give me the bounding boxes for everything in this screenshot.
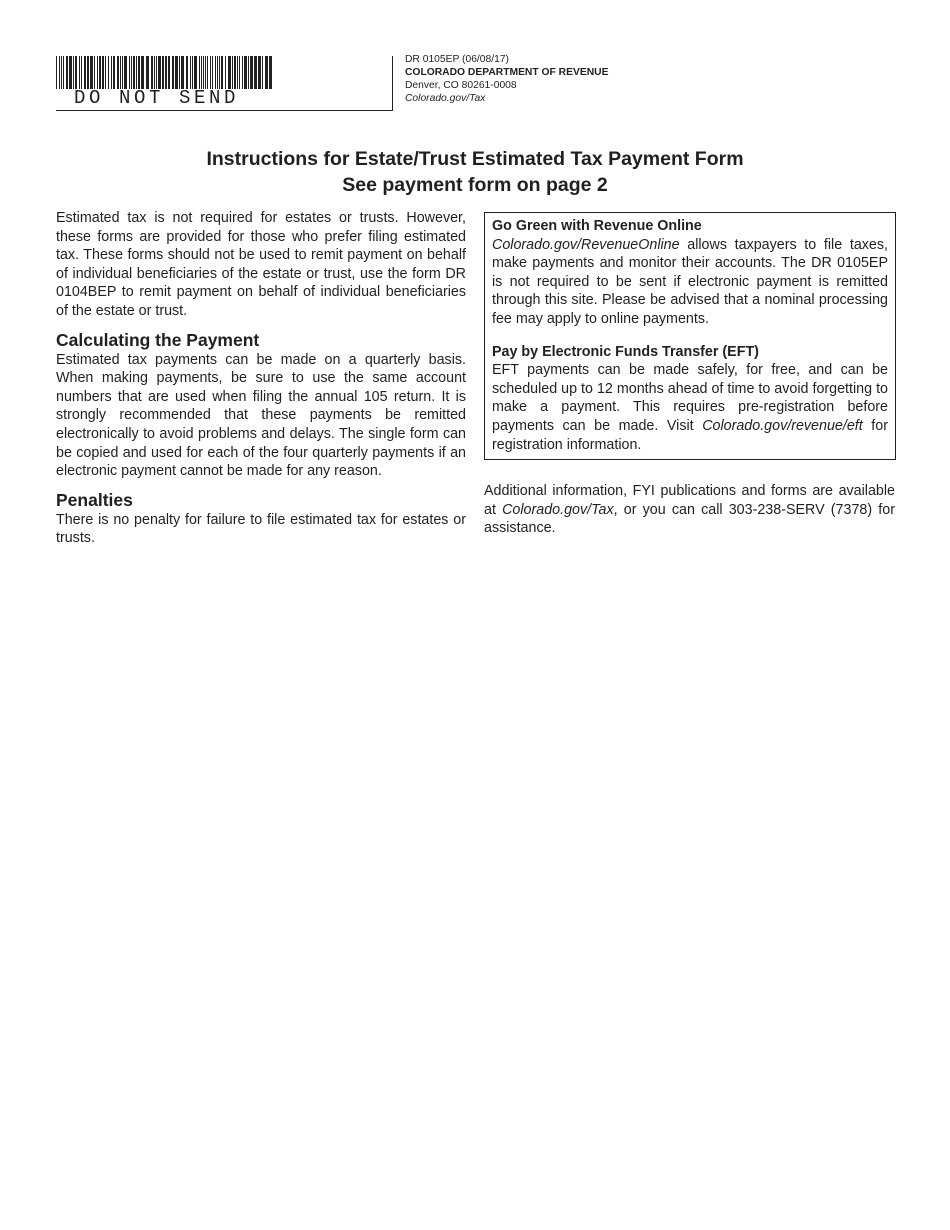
- barcode-bar: [120, 56, 121, 89]
- barcode-bar: [242, 56, 243, 89]
- online-payment-box: [484, 212, 896, 460]
- left-column: [56, 209, 466, 548]
- barcode-bar: [146, 56, 149, 89]
- barcode-bar: [194, 56, 197, 89]
- barcode-bar: [102, 56, 104, 89]
- barcode-bar: [90, 56, 93, 89]
- go-green-paragraph: [492, 236, 888, 329]
- barcode-bar: [232, 56, 233, 89]
- barcode-bar: [215, 56, 216, 89]
- barcode-bar: [151, 56, 153, 89]
- department-website: Colorado.gov/Tax: [405, 93, 486, 104]
- barcode-caption: DO NOT SEND: [74, 87, 240, 109]
- barcode-bar: [219, 56, 220, 89]
- barcode-bar: [131, 56, 132, 89]
- barcode-bar: [105, 56, 106, 89]
- barcode-bar: [108, 56, 109, 89]
- barcode-bar: [122, 56, 123, 89]
- intro-paragraph: Estimated tax is not required for estates or trusts. However, these forms are provided for those who prefer filing estimated tax. These forms should not be used to remit payment on behalf of individual beneficiaries of the estate or trust, use the form DR 0104BEP to remit payment on behalf of individual beneficiaries of the estate or trust.: [56, 210, 466, 319]
- barcode-bar: [237, 56, 238, 89]
- revenue-online-link[interactable]: Colorado.gov/RevenueOnline: [492, 236, 680, 253]
- barcode-bar: [162, 56, 164, 89]
- title-line-1: Instructions for Estate/Trust Estimated Tax Payment Form: [206, 148, 744, 170]
- barcode-image: [56, 56, 276, 89]
- tax-website-link[interactable]: Colorado.gov/Tax: [502, 501, 614, 518]
- barcode-bar: [61, 56, 62, 89]
- barcode-bar: [117, 56, 119, 89]
- barcode-bar: [228, 56, 231, 89]
- barcode-bar: [168, 56, 170, 89]
- barcode-bar: [221, 56, 223, 89]
- barcode-bar: [156, 56, 157, 89]
- barcode-bar: [63, 56, 64, 89]
- department-name: COLORADO DEPARTMENT OF REVENUE: [405, 67, 609, 78]
- barcode-bar: [248, 56, 249, 89]
- barcode-bar: [124, 56, 127, 89]
- barcode-bar: [179, 56, 180, 89]
- go-green-heading: Go Green with Revenue Online: [492, 218, 702, 234]
- barcode-bar: [217, 56, 218, 89]
- barcode-bar: [87, 56, 89, 89]
- barcode-bar: [212, 56, 213, 89]
- barcode-bar: [258, 56, 261, 89]
- eft-text-end: for registration information.: [492, 417, 888, 453]
- barcode-bar: [94, 56, 95, 89]
- penalties-paragraph: There is no penalty for failure to file estimated tax for estates or trusts.: [56, 511, 466, 547]
- barcode-bar: [129, 56, 130, 89]
- barcode-bar: [234, 56, 236, 89]
- barcode-bar: [244, 56, 247, 89]
- barcode-bar: [207, 56, 208, 89]
- eft-heading: Pay by Electronic Funds Transfer (EFT): [492, 343, 759, 360]
- eft-paragraph: [492, 361, 888, 454]
- barcode-bar: [138, 56, 140, 89]
- barcode-bar: [81, 56, 82, 89]
- barcode-bar: [56, 56, 57, 89]
- department-address: Denver, CO 80261-0008: [405, 80, 517, 91]
- eft-text: EFT payments can be made safely, for free, and can be scheduled up to 12 months ahead of time to avoid forgetting to make a payment. This requires pre-registration before payments can be made. Visit: [492, 362, 888, 434]
- barcode-bar: [73, 56, 74, 89]
- barcode-bar: [269, 56, 272, 89]
- barcode-bar: [158, 56, 161, 89]
- document-title: [0, 146, 950, 198]
- barcode-bar: [111, 56, 112, 89]
- eft-link[interactable]: Colorado.gov/revenue/eft: [702, 417, 863, 434]
- barcode-bar: [175, 56, 178, 89]
- barcode-bar: [99, 56, 101, 89]
- barcode-bar: [59, 56, 60, 89]
- barcode-bar: [203, 56, 204, 89]
- barcode-bar: [79, 56, 80, 89]
- barcode-bar: [136, 56, 137, 89]
- calculating-paragraph: Estimated tax payments can be made on a quarterly basis. When making payments, be sure to use the same account numbers that are used when filing the annual 105 return. It is strongly recommended that these payments be remitted electronically to avoid problems and delays. The single form can be copied and used for each of the four quarterly payments if an electronic payment cannot be made for any reason.: [56, 351, 466, 480]
- barcode-bar: [141, 56, 144, 89]
- barcode-bar: [205, 56, 206, 89]
- barcode-bar: [66, 56, 68, 89]
- barcode-bar: [254, 56, 257, 89]
- barcode-bar: [199, 56, 200, 89]
- calculating-heading: Calculating the Payment: [56, 329, 260, 350]
- additional-text-end: , or you can call 303-238-SERV (7378) for assistance.: [484, 501, 895, 537]
- barcode-bar: [165, 56, 167, 89]
- barcode-bar: [75, 56, 77, 89]
- additional-text-start: Additional information, FYI publications and forms are available at: [484, 483, 895, 518]
- barcode-bar: [225, 56, 226, 89]
- barcode-bar: [201, 56, 202, 89]
- barcode-bar: [250, 56, 253, 89]
- barcode-bar: [133, 56, 135, 89]
- additional-info-paragraph: [484, 482, 895, 538]
- barcode-bar: [186, 56, 188, 89]
- barcode-bar: [181, 56, 184, 89]
- barcode-bar: [192, 56, 193, 89]
- barcode-bar: [172, 56, 174, 89]
- penalties-heading: Penalties: [56, 489, 133, 510]
- barcode-bar: [69, 56, 72, 89]
- barcode-bar: [154, 56, 155, 89]
- barcode-bar: [239, 56, 240, 89]
- go-green-text: allows taxpayers to file taxes, make payments and monitor their accounts. The DR 0105EP is not required to be sent if electronic payment is remitted through this site. Please be advised that a nominal processing fee may apply to online payments.: [492, 236, 888, 327]
- barcode-bar: [84, 56, 86, 89]
- agency-info: [405, 53, 608, 105]
- barcode-bar: [190, 56, 191, 89]
- barcode-bar: [265, 56, 268, 89]
- barcode-block: [56, 56, 393, 111]
- barcode-bar: [113, 56, 115, 89]
- form-id: DR 0105EP (06/08/17): [405, 54, 509, 65]
- barcode-bar: [97, 56, 98, 89]
- barcode-bar: [262, 56, 263, 89]
- barcode-bar: [210, 56, 211, 89]
- title-line-2: See payment form on page 2: [342, 174, 608, 196]
